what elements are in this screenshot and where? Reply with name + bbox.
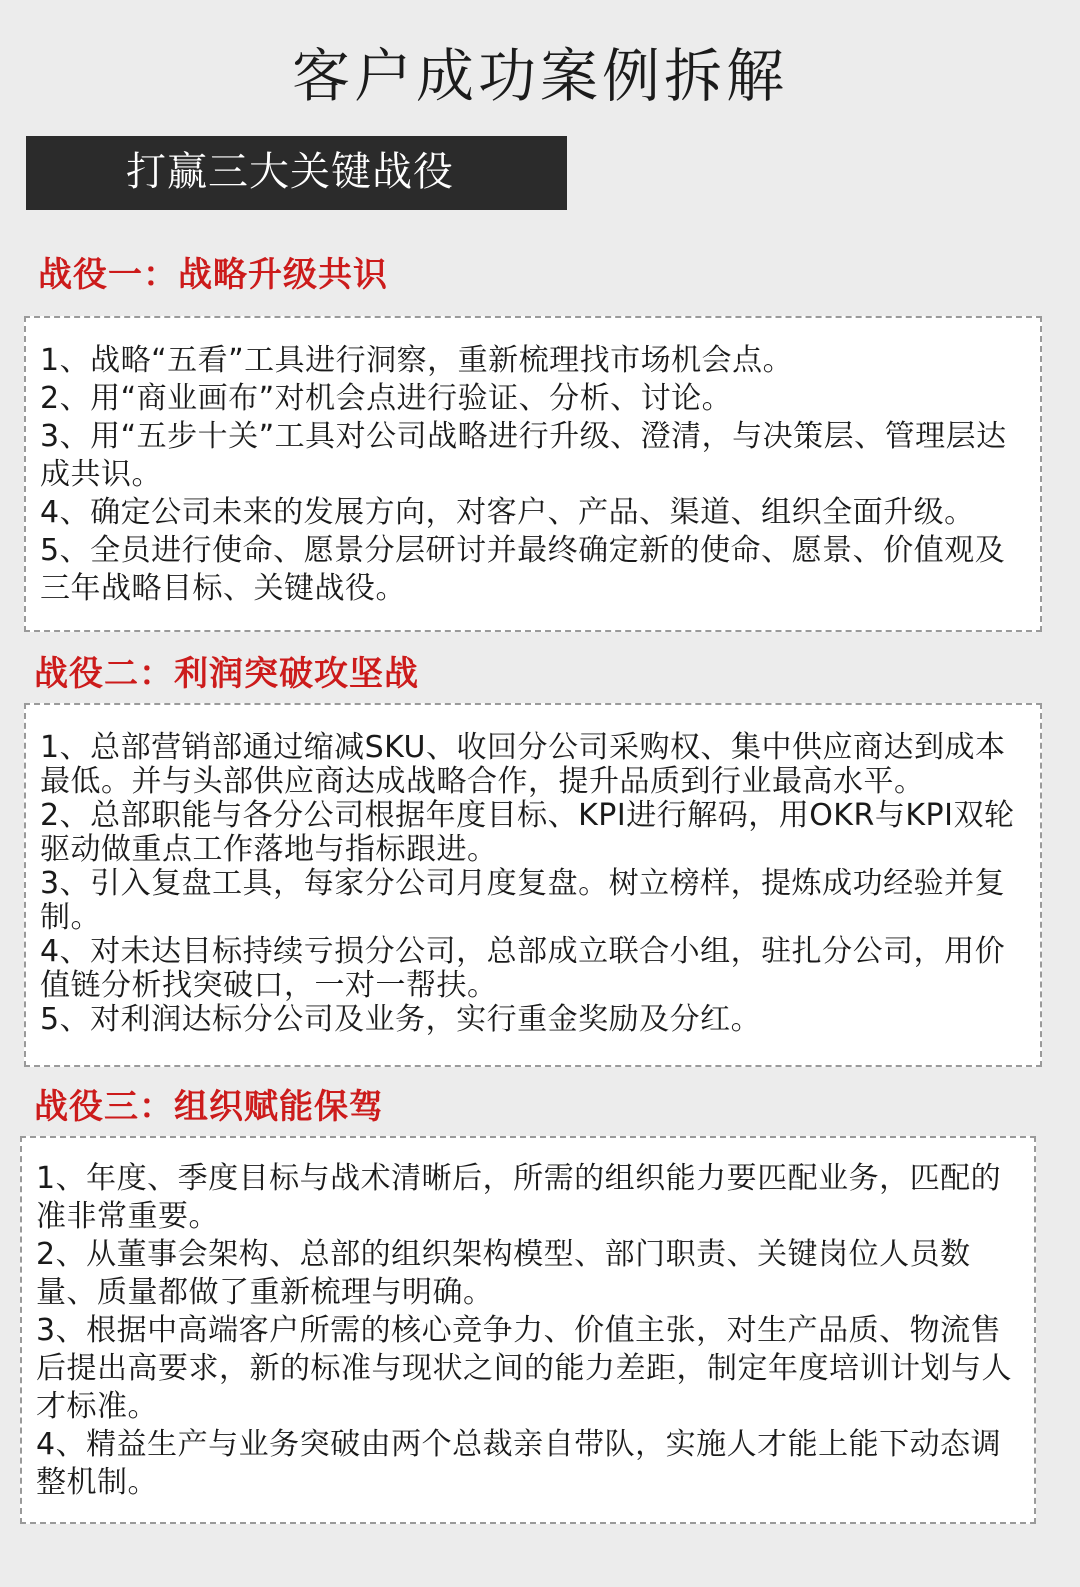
battle-1-list	[40, 342, 1020, 608]
section-banner	[26, 136, 567, 210]
battle-1-card	[24, 316, 1042, 632]
battle-3-title: 战役三：组织赋能保驾	[34, 1087, 384, 1127]
battle-3-card	[20, 1136, 1036, 1524]
list-item: 4、确定公司未来的发展方向，对客户、产品、渠道、组织全面升级。	[40, 495, 975, 530]
list-item: 3、用“五步十关”工具对公司战略进行升级、澄清，与决策层、管理层达成共识。	[40, 419, 1007, 492]
battle-2-card	[24, 703, 1042, 1067]
list-item: 1、年度、季度目标与战术清晰后，所需的组织能力要匹配业务，匹配的准非常重要。	[36, 1161, 1002, 1234]
list-item: 3、根据中高端客户所需的核心竞争力、价值主张，对生产品质、物流售后提出高要求，新的标准与现状之间的能力差距，制定年度培训计划与人才标准。	[36, 1313, 1012, 1424]
battle-3-list	[36, 1160, 1018, 1502]
battle-2-list	[40, 731, 1026, 1037]
list-item: 3、引入复盘工具，每家分公司月度复盘。树立榜样，提炼成功经验并复制。	[40, 866, 1006, 935]
list-item: 2、总部职能与各分公司根据年度目标、KPI进行解码，用OKR与KPI双轮驱动做重点工作落地与指标跟进。	[40, 798, 1015, 867]
banner-text: 打赢三大关键战役	[126, 149, 454, 195]
battle-1-title: 战役一：战略升级共识	[38, 255, 388, 295]
list-item: 2、从董事会架构、总部的组织架构模型、部门职责、关键岗位人员数量、质量都做了重新梳理与明确。	[36, 1237, 971, 1310]
list-item: 1、总部营销部通过缩减SKU、收回分公司采购权、集中供应商达到成本最低。并与头部供应商达成战略合作，提升品质到行业最高水平。	[40, 730, 1006, 799]
list-item: 4、对未达目标持续亏损分公司，总部成立联合小组，驻扎分公司，用价值链分析找突破口，一对一帮扶。	[40, 934, 1006, 1003]
list-item: 2、用“商业画布”对机会点进行验证、分析、讨论。	[40, 381, 733, 416]
list-item: 5、全员进行使命、愿景分层研讨并最终确定新的使命、愿景、价值观及三年战略目标、关键战役。	[40, 533, 1006, 606]
list-item: 1、战略“五看”工具进行洞察，重新梳理找市场机会点。	[40, 343, 794, 378]
battle-2-title: 战役二：利润突破攻坚战	[34, 654, 419, 694]
list-item: 4、精益生产与业务突破由两个总裁亲自带队，实施人才能上能下动态调整机制。	[36, 1427, 1002, 1500]
page-title: 客户成功案例拆解	[291, 42, 788, 110]
list-item: 5、对利润达标分公司及业务，实行重金奖励及分红。	[40, 1002, 762, 1037]
